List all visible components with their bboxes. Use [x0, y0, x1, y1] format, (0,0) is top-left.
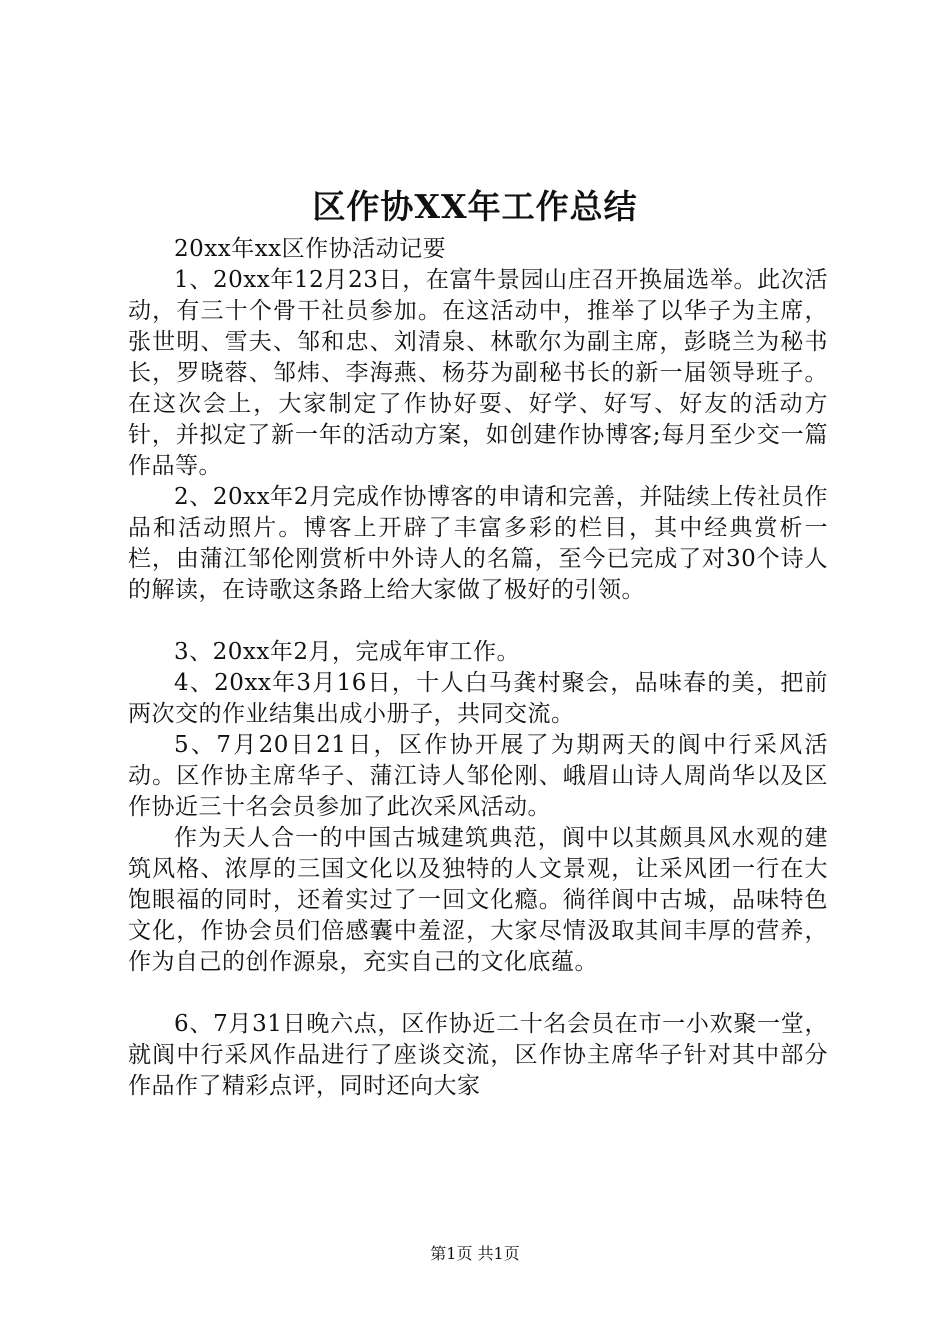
page-number-footer: 第1页 共1页 [430, 1244, 520, 1263]
paragraph-6: 作为天人合一的中国古城建筑典范，阆中以其颇具风水观的建筑风格、浓厚的三国文化以及独特的人文景观，让采风团一行在大饱眼福的同时，还着实过了一回文化瘾。徜徉阆中古城，品味特色文化，作协会员们倍感囊中羞涩，大家尽情汲取其间丰厚的营养，作为自己的创作源泉，充实自己的文化底蕴。 [128, 825, 828, 975]
paragraph-2: 2、20xx年2月完成作协博客的申请和完善，并陆续上传社员作品和活动照片。博客上开辟了丰富多彩的栏目，其中经典赏析一栏，由蒲江邹伦刚赏析中外诗人的名篇，至今已完成了对30个诗人的解读，在诗歌这条路上给大家做了极好的引领。 [128, 484, 828, 603]
paragraph-3: 3、20xx年2月，完成年审工作。 [174, 639, 520, 665]
paragraph-4: 4、20xx年3月16日，十人白马龚村聚会，品味春的美，把前两次交的作业结集出成小册子，共同交流。 [128, 670, 828, 727]
document-body [128, 234, 828, 1102]
paragraph-5: 5、7月20日21日，区作协开展了为期两天的阆中行采风活动。区作协主席华子、蒲江诗人邹伦刚、峨眉山诗人周尚华以及区作协近三十名会员参加了此次采风活动。 [128, 732, 828, 820]
document-subtitle: 20xx年xx区作协活动记要 [174, 236, 447, 262]
paragraph-1: 1、20xx年12月23日，在富牛景园山庄召开换届选举。此次活动，有三十个骨干社员参加。在这活动中，推举了以华子为主席，张世明、雪夫、邹和忠、刘清泉、林歌尔为副主席，彭晓兰为秘书长，罗晓蓉、邹炜、李海燕、杨芬为副秘书长的新一届领导班子。在这次会上，大家制定了作协好耍、好学、好写、好友的活动方针，并拟定了新一年的活动方案，如创建作协博客;每月至少交一篇作品等。 [128, 267, 828, 479]
paragraph-7: 6、7月31日晚六点，区作协近二十名会员在市一小欢聚一堂，就阆中行采风作品进行了座谈交流，区作协主席华子针对其中部分作品作了精彩点评，同时还向大家 [128, 1011, 828, 1099]
document-title: 区作协XX年工作总结 [312, 187, 638, 226]
